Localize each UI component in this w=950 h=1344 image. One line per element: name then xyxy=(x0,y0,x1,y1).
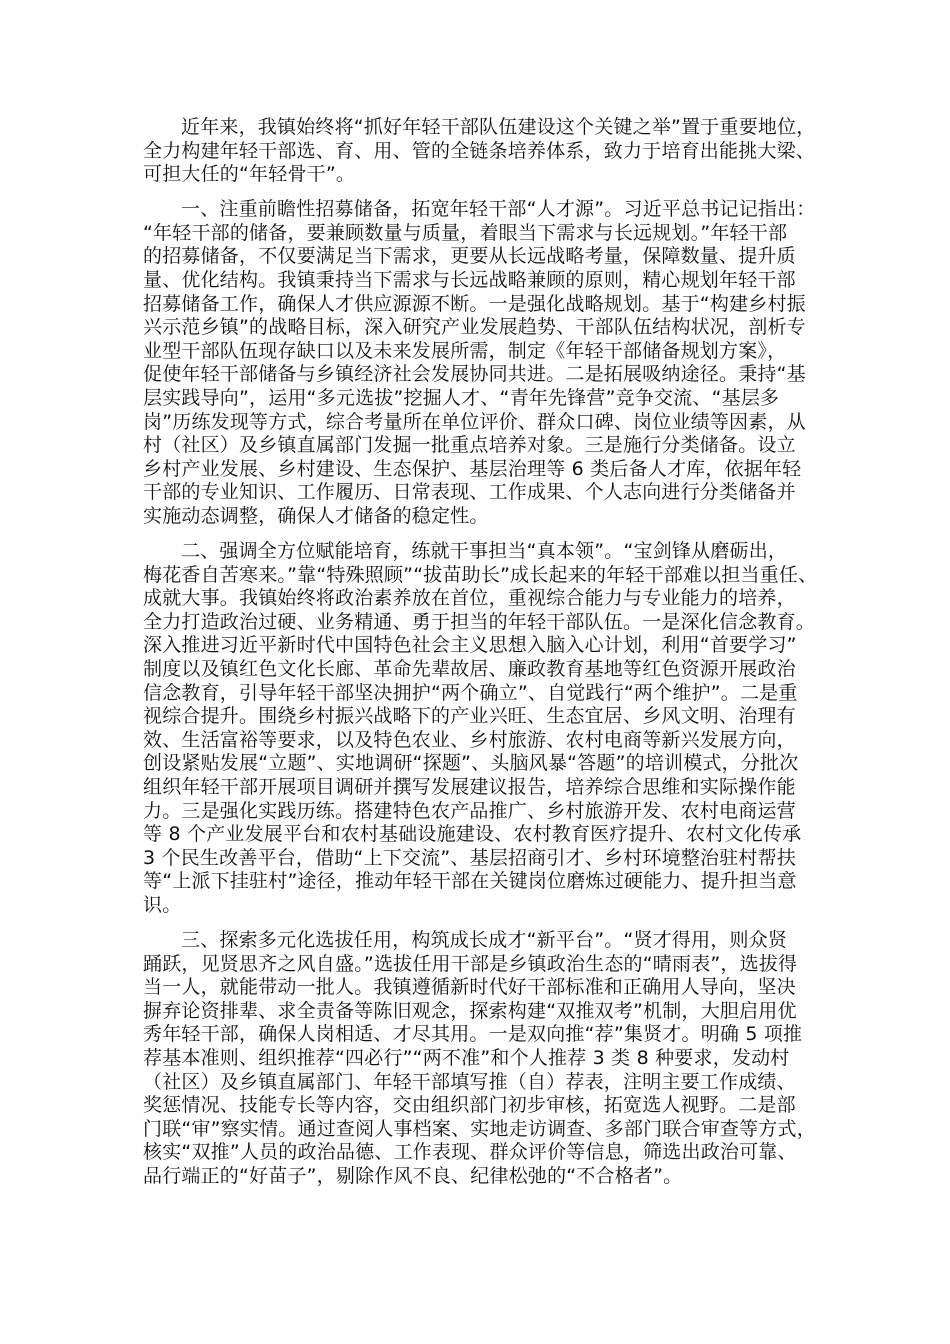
text-line: 等 8 个产业发展平台和农村基础设施建设、农村教育医疗提升、农村文化传承 xyxy=(143,823,802,846)
text-line: 视综合提升。围绕乡村振兴战略下的产业兴旺、生态宜居、乡风文明、治理有 xyxy=(143,705,796,728)
text-line: 组织年轻干部开展项目调研并撰写发展建议报告，培养综合思维和实际操作能 xyxy=(143,776,796,799)
text-line: 成就大事。我镇始终将政治素养放在首位，重视综合能力与专业能力的培养， xyxy=(143,587,796,610)
text-line: 近年来，我镇始终将“抓好年轻干部队伍建设这个关键之举”置于重要地位， xyxy=(181,116,816,138)
text-line: 信念教育，引导年轻干部坚决拥护“两个确立”、自觉践行“两个维护”。二是重 xyxy=(143,681,798,704)
text-line: 业型干部队伍现存缺口以及未来发展所需，制定《年轻干部储备规划方案》， xyxy=(143,339,787,362)
paragraph xyxy=(143,929,833,1189)
text-line: 等“上派下挂驻村”途径，推动年轻干部在关键岗位磨炼过硬能力、提升担当意 xyxy=(143,870,797,893)
text-line: 可担大任的“年轻骨干”。 xyxy=(143,163,356,186)
text-line: 当一人，就能带动一批人。我镇遵循新时代好干部标准和正确用人导向，坚决 xyxy=(143,976,796,999)
text-line: 三、探索多元化选拔任用，构筑成长成才“新平台”。“贤才得用，则众贤 xyxy=(181,929,788,952)
text-line: 荐基本准则、组织推荐“四必行”“两不准”和个人推荐 3 类 8 种要求，发动村 xyxy=(143,1047,790,1070)
text-line: 岗”历练发现等方式，综合考量所在单位评价、群众口碑、岗位业绩等因素，从 xyxy=(143,410,806,433)
text-line: 门联“审”察实情。通过查阅人事档案、实地走访调查、多部门联合审查等方式， xyxy=(143,1117,816,1140)
text-line: 实施动态调整，确保人才储备的稳定性。 xyxy=(143,505,489,527)
document-body xyxy=(143,116,833,1200)
text-line: 村（社区）及乡镇直属部门发掘一批重点培养对象。三是施行分类储备。设立 xyxy=(143,434,796,457)
text-line: 摒弃论资排辈、求全责备等陈旧观念，探索构建“双推双考”机制，大胆启用优 xyxy=(143,999,797,1022)
text-line: 梅花香自苦寒来。”靠“特殊照顾”“拔苗助长”成长起来的年轻干部难以担当重任、 xyxy=(143,563,818,586)
text-line: 奖惩情况、技能专长等内容，交由组织部门初步审核，拓宽选人视野。二是部 xyxy=(143,1094,796,1117)
text-line: 兴示范乡镇”的战略目标，深入研究产业发展趋势、干部队伍结构状况，剖析专 xyxy=(143,316,806,339)
text-line: 二、强调全方位赋能培育，练就干事担当“真本领”。“宝剑锋从磨砺出， xyxy=(181,540,788,563)
text-line: 秀年轻干部，确保人岗相适、才尽其用。一是双向推“荐”集贤才。明确 5 项推 xyxy=(143,1023,803,1046)
text-line: 一、注重前瞻性招募储备，拓宽年轻干部“人才源”。习近平总书记记指出： xyxy=(181,198,816,221)
text-line: 核实“双推”人员的政治品德、工作表现、群众评价等信息，筛选出政治可靠、 xyxy=(143,1141,797,1164)
text-line: 力。三是强化实践历练。搭建特色农产品推广、乡村旅游开发、农村电商运营 xyxy=(143,799,796,822)
text-line: 全力打造政治过硬、业务精通、勇于担当的年轻干部队伍。一是深化信念教育。 xyxy=(143,610,816,633)
paragraph xyxy=(143,116,833,187)
text-line: “年轻干部的储备，要兼顾数量与质量，着眼当下需求与长远规划。”年轻干部 xyxy=(143,221,788,244)
text-line: 量、优化结构。我镇秉持当下需求与长远战略兼顾的原则，精心规划年轻干部 xyxy=(143,269,796,292)
text-line: 制度以及镇红色文化长廊、革命先辈故居、廉政教育基地等红色资源开展政治 xyxy=(143,658,796,681)
text-line: 品行端正的“好苗子”，剔除作风不良、纪律松弛的“不合格者”。 xyxy=(143,1165,683,1188)
text-line: 创设紧贴发展“立题”、实地调研“探题”、头脑风暴“答题”的培训模式，分批次 xyxy=(143,752,799,775)
text-line: 层实践导向”，运用“多元选拔”挖掘人才、“青年先锋营”竞争交流、“基层多 xyxy=(143,387,780,410)
text-line: 全力构建年轻干部选、育、用、管的全链条培养体系，致力于培育出能挑大梁、 xyxy=(143,139,816,162)
paragraph xyxy=(143,198,833,528)
text-line: 乡村产业发展、乡村建设、生态保护、基层治理等 6 类后备人才库，依据年轻 xyxy=(143,457,802,480)
text-line: 踊跃，见贤思齐之风自盛。”选拔任用干部是乡镇政治生态的“晴雨表”，选拔得 xyxy=(143,952,798,975)
text-line: 干部的专业知识、工作履历、日常表现、工作成果、个人志向进行分类储备并 xyxy=(143,481,796,504)
text-line: 促使年轻干部储备与乡镇经济社会发展协同共进。二是拓展吸纳途径。秉持“基 xyxy=(143,363,806,386)
text-line: 招募储备工作，确保人才供应源源不断。一是强化战略规划。基于“构建乡村振 xyxy=(143,292,806,315)
text-line: （社区）及乡镇直属部门、年轻干部填写推（自）荐表，注明主要工作成绩、 xyxy=(143,1070,796,1093)
text-line: 3 个民生改善平台，借助“上下交流”、基层招商引才、乡村环境整治驻村帮扶 xyxy=(143,846,797,869)
text-line: 识。 xyxy=(143,894,182,916)
paragraph xyxy=(143,540,833,918)
text-line: 效、生活富裕等要求，以及特色农业、乡村旅游、农村电商等新兴发展方向， xyxy=(143,728,796,751)
text-line: 深入推进习近平新时代中国特色社会主义思想入脑入心计划，利用“首要学习” xyxy=(143,634,797,657)
text-line: 的招募储备，不仅要满足当下需求，更要从长远战略考量，保障数量、提升质 xyxy=(143,245,796,268)
